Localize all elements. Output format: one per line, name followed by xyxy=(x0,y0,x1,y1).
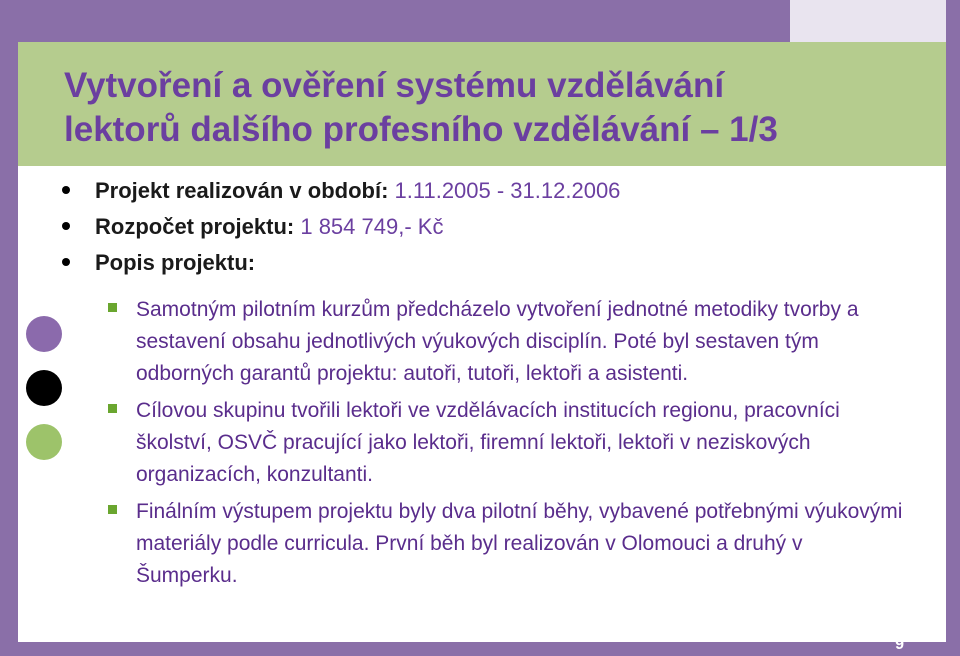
sub-bullet-output: Finálním výstupem projektu byly dva pilotní běhy, vybavené potřebnými výukovými materiály podle curricula. První běh byl realizován v Olomouci a druhý v Šumperku. xyxy=(104,496,904,592)
bullet-description xyxy=(60,250,620,276)
bullet-period xyxy=(60,178,620,204)
top-frame-light xyxy=(790,0,960,42)
bullet-budget xyxy=(60,214,620,240)
black-dot-icon xyxy=(26,370,62,406)
purple-dot-icon xyxy=(26,316,62,352)
top-frame xyxy=(0,0,960,42)
title-line-1: Vytvoření a ověření systému vzdělávání xyxy=(64,66,725,105)
left-frame xyxy=(0,0,18,656)
right-frame xyxy=(946,0,960,656)
green-dot-icon xyxy=(26,424,62,460)
main-bullet-list xyxy=(60,178,620,286)
bullet-period-label: Projekt realizován v období: xyxy=(95,178,395,203)
decorative-dots xyxy=(26,316,62,478)
sub-bullet-target-group: Cílovou skupinu tvořili lektoři ve vzdělávacích institucích regionu, pracovníci školství, OSVČ pracující jako lektoři, firemní lektoři, lektoři v neziskových organizacích, konzultanti. xyxy=(104,395,904,491)
bottom-frame xyxy=(0,642,960,656)
bullet-budget-value: 1 854 749,- Kč xyxy=(300,214,444,239)
bullet-description-label: Popis projektu: xyxy=(95,250,256,275)
bullet-period-value: 1.11.2005 - 31.12.2006 xyxy=(394,178,621,203)
page-number: 9 xyxy=(895,636,904,653)
slide-title xyxy=(64,64,778,152)
bullet-budget-label: Rozpočet projektu: xyxy=(95,214,301,239)
sub-bullet-methodology: Samotným pilotním kurzům předcházelo vytvoření jednotné metodiky tvorby a sestavení obsahu jednotlivých výukových disciplín. Poté byl sestaven tým odborných garantů projektu: autoři, tutoři, lektoři a asistenti. xyxy=(104,294,904,390)
sub-bullet-list xyxy=(104,294,904,597)
title-line-2: lektorů dalšího profesního vzdělávání – 1/3 xyxy=(64,110,778,149)
